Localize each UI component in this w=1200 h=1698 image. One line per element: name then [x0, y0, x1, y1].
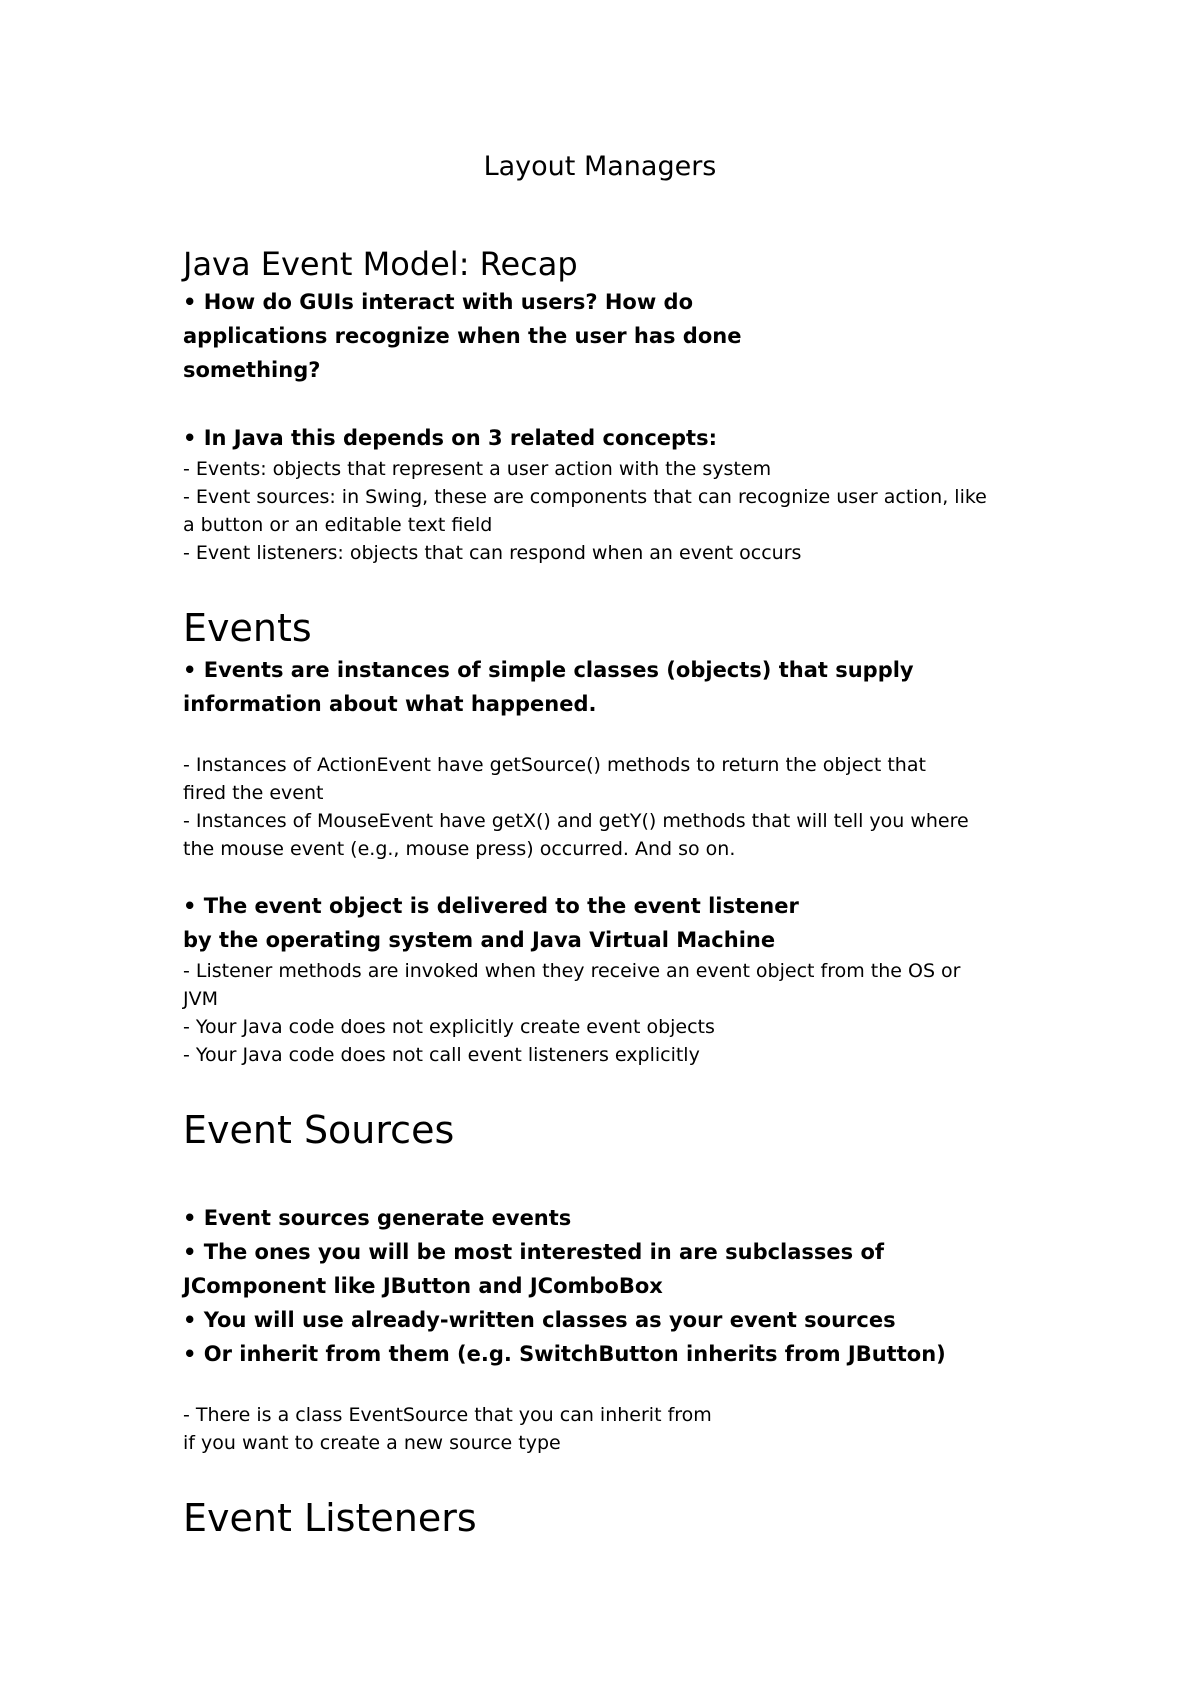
sub-item: - Instances of MouseEvent have getX() and getY() methods that will tell you where	[183, 810, 969, 832]
sub-item: - Events: objects that represent a user action with the system	[183, 458, 772, 480]
bullet-line: JComponent like JButton and JComboBox	[183, 1274, 663, 1298]
bullet-line: • In Java this depends on 3 related concepts:	[183, 426, 717, 450]
sub-item: - Your Java code does not call event listeners explicitly	[183, 1044, 700, 1066]
bullet-line: applications recognize when the user has done	[183, 324, 742, 348]
bullet-line: by the operating system and Java Virtual Machine	[183, 928, 776, 952]
sub-item: - Listener methods are invoked when they receive an event object from the OS or	[183, 960, 961, 982]
section-event-listeners	[183, 1493, 1063, 1543]
section-heading: Event Listeners	[183, 1496, 477, 1540]
bullet-line: • Or inherit from them (e.g. SwitchButton inherits from JButton)	[183, 1342, 946, 1366]
bullet-line: • Event sources generate events	[183, 1206, 572, 1230]
bullet-line: • The ones you will be most interested in are subclasses of	[183, 1240, 885, 1264]
bullet-line: • How do GUIs interact with users? How do	[183, 290, 693, 314]
sub-item: a button or an editable text field	[183, 514, 493, 536]
sub-item: if you want to create a new source type	[183, 1432, 561, 1454]
section-java-event-model	[183, 243, 1063, 567]
bullet-line: • The event object is delivered to the event listener	[183, 894, 799, 918]
document-body	[183, 243, 1063, 1543]
sub-item: - There is a class EventSource that you can inherit from	[183, 1404, 712, 1426]
section-event-sources	[183, 1105, 1063, 1457]
sub-item: - Instances of ActionEvent have getSource() methods to return the object that	[183, 754, 926, 776]
bullet-line: information about what happened.	[183, 692, 597, 716]
sub-item: the mouse event (e.g., mouse press) occurred. And so on.	[183, 838, 736, 860]
document-title: Layout Managers	[483, 151, 717, 182]
bullet-line: • You will use already-written classes as your event sources	[183, 1308, 896, 1332]
bullet-line: • Events are instances of simple classes (objects) that supply	[183, 658, 914, 682]
section-heading: Events	[183, 606, 312, 650]
sub-item: - Event sources: in Swing, these are components that can recognize user action, like	[183, 486, 987, 508]
sub-item: - Your Java code does not explicitly create event objects	[183, 1016, 715, 1038]
sub-item: fired the event	[183, 782, 324, 804]
section-events	[183, 603, 1063, 1069]
section-heading: Event Sources	[183, 1108, 455, 1152]
sub-item: JVM	[183, 988, 218, 1010]
sub-item: - Event listeners: objects that can respond when an event occurs	[183, 542, 802, 564]
bullet-line: something?	[183, 358, 321, 382]
section-heading: Java Event Model: Recap	[183, 245, 578, 283]
